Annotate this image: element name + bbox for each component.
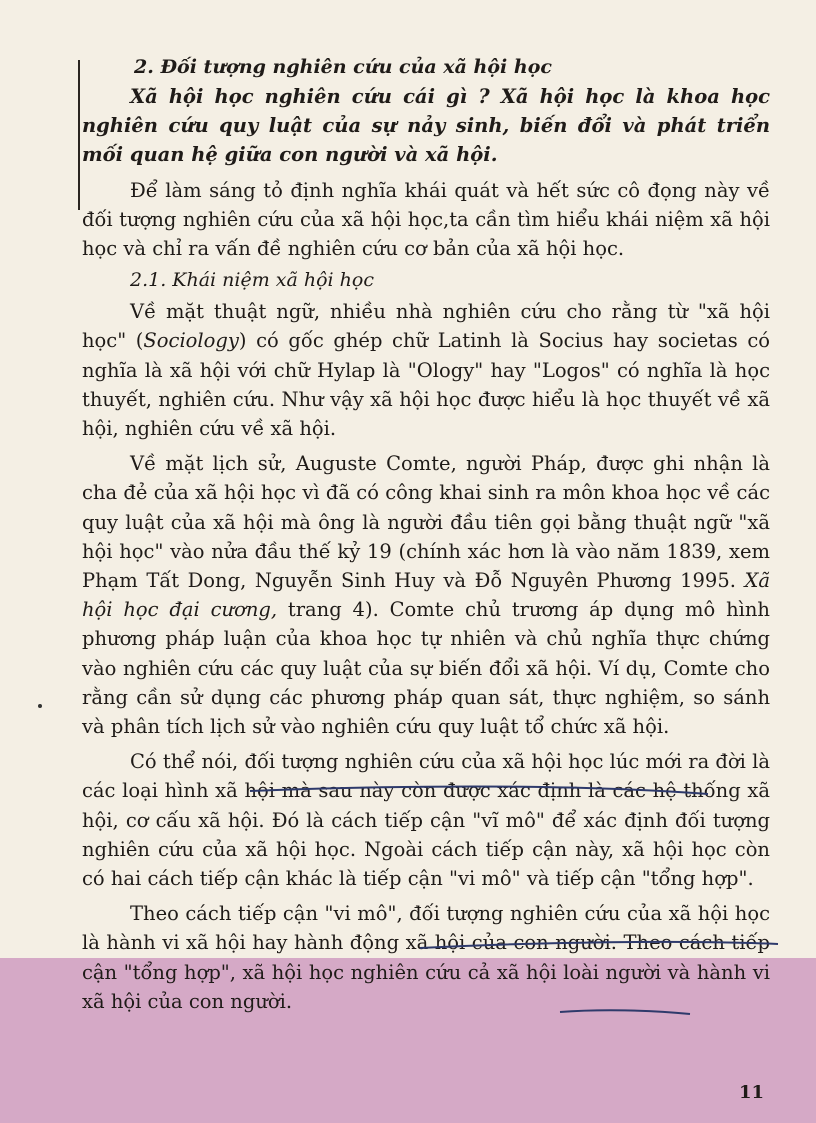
history-text-start: Về mặt lịch sử, Auguste Comte, người Pháp, được ghi nhận là cha đẻ của xã hội học vì đã có công khai sinh ra môn khoa học về các quy luật của xã hội mà ông là người đầu tiên gọi bằng thuật ngữ "xã hội học" vào nửa đầu thế kỷ 19 (chính xác hơn là vào năm 1839, xem Phạm Tất Dong, Nguyễn Sinh Huy và Đỗ Nguyên Phương 1995. xyxy=(82,452,770,593)
stray-mark xyxy=(38,704,42,708)
margin-line xyxy=(78,60,80,210)
sociology-term: Sociology xyxy=(143,329,239,353)
history-paragraph xyxy=(82,449,770,741)
history-text-end: trang 4). Comte chủ trương áp dụng mô hình phương pháp luận của khoa học tự nhiên và chủ nghĩa thực chứng vào nghiên cứu các quy luật của sự biến đổi xã hội. Ví dụ, Comte cho rằng cần sử dụng các phương pháp quan sát, thực nghiệm, so sánh và phân tích lịch sử vào nghiên cứu quy luật tổ chức xã hội. xyxy=(82,598,770,739)
terminology-text-end: ) có gốc ghép chữ Latinh là Socius hay societas có nghĩa là xã hội với chữ Hylap là "Ology" hay "Logos" có nghĩa là học thuyết, nghiên cứu. Như vậy xã hội học được hiểu là học thuyết về xã hội, nghiên cứu về xã hội. xyxy=(82,329,770,441)
subsection-heading: 2.1. Khái niệm xã hội học xyxy=(130,269,374,292)
terminology-text-start: Về mặt thuật ngữ, nhiều nhà nghiên cứu cho rằng từ "xã hội học" ( xyxy=(82,300,770,353)
section-heading: 2. Đối tượng nghiên cứu của xã hội học xyxy=(134,56,552,78)
micro-approach-paragraph: Theo cách tiếp cận "vi mô", đối tượng nghiên cứu của xã hội học là hành vi xã hội hay hành động xã hội của con người. Theo cách tiếp cận "tổng hợp", xã hội học nghiên cứu cả xã hội loài người và hành vi xã hội của con người. xyxy=(82,902,770,1013)
page-content xyxy=(82,46,770,1022)
page-number: 11 xyxy=(738,1082,764,1103)
macro-approach-paragraph: Có thể nói, đối tượng nghiên cứu của xã hội học lúc mới ra đời là các loại hình xã hội mà sau này còn được xác định là các hệ thống xã hội, cơ cấu xã hội. Đó là cách tiếp cận "vĩ mô" để xác định đối tượng nghiên cứu của xã hội học. Ngoài cách tiếp cận này, xã hội học còn có hai cách tiếp cận khác là tiếp cận "vi mô" và tiếp cận "tổng hợp". xyxy=(82,750,770,891)
clarify-paragraph: Để làm sáng tỏ định nghĩa khái quát và hết sức cô đọng này về đối tượng nghiên cứu của xã hội học,ta cần tìm hiểu khái niệm xã hội học và chỉ ra vấn đề nghiên cứu cơ bản của xã hội học. xyxy=(82,178,770,261)
definition-paragraph: Xã hội học nghiên cứu cái gì ? Xã hội học là khoa học nghiên cứu quy luật của sự nảy sinh, biến đổi và phát triển mối quan hệ giữa con người và xã hội. xyxy=(82,85,770,167)
book-title: Xã hội học đại cương, xyxy=(82,569,770,622)
terminology-paragraph xyxy=(82,297,770,443)
